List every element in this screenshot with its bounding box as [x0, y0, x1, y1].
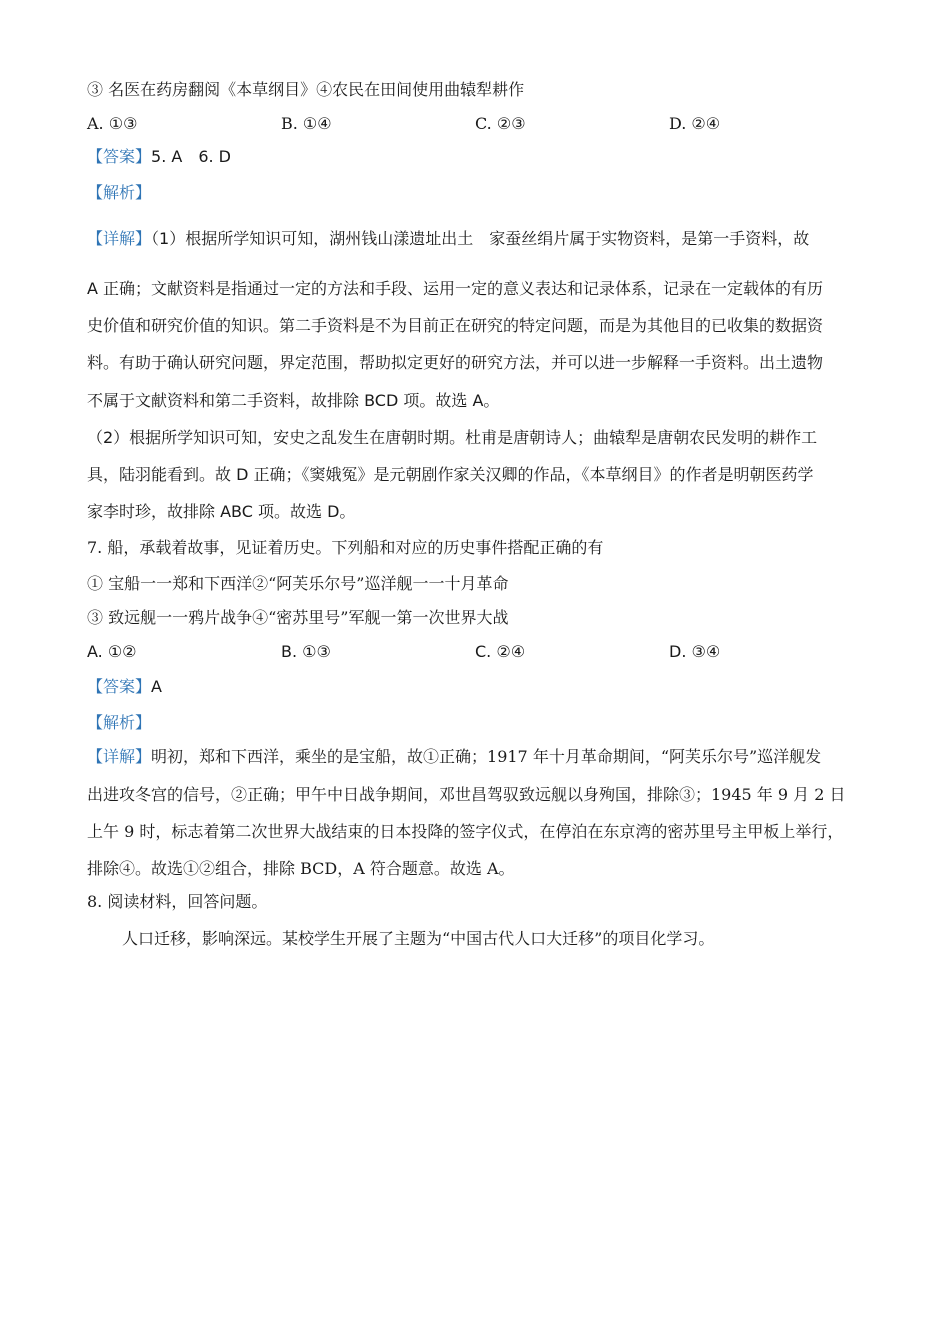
answer-tag: 【答案】: [87, 677, 152, 696]
detail-7-line-2: 出进攻冬宫的信号，②正确；甲午中日战争期间，邓世昌驾驭致远舰以身殉国，排除③；1945 年 9 月 2 日: [87, 785, 846, 804]
detail-7-line-1: [87, 746, 821, 768]
q6-option-b: B. ①④: [281, 114, 332, 133]
q7-items-line-2: ③ 致远舰一一鸦片战争④“密苏里号”军舰一第一次世界大战: [87, 608, 509, 627]
q7-option-a: A. ①②: [87, 642, 137, 661]
analysis-tag: 【解析】: [87, 183, 152, 202]
q7-option-d: D. ③④: [669, 642, 721, 661]
q7-option-c: C. ②④: [475, 642, 526, 661]
q7-items-line-1: ① 宝船一一郑和下西洋②“阿芙乐尔号”巡洋舰一一十月革命: [87, 574, 509, 593]
q6-option-a: A. ①③: [87, 114, 138, 133]
q6-option-d: D. ②④: [669, 114, 721, 133]
analysis-tag: 【解析】: [87, 713, 152, 732]
detail-text: （1）根据所学知识可知，湖州钱山漾遗址出土 家蚕丝绢片属于实物资料，是第一手资料，故: [151, 229, 810, 248]
detail-5-6-line-3: 史价值和研究价值的知识。第二手资料是不为目前正在研究的特定问题，而是为其他目的已收集的数据资: [87, 316, 824, 335]
q7-stem: 7. 船，承载着故事，见证着历史。下列船和对应的历史事件搭配正确的有: [87, 538, 604, 557]
q7-option-b: B. ①③: [281, 642, 331, 661]
q8-stem: 8. 阅读材料，回答问题。: [87, 892, 268, 911]
answer-5-6: [87, 146, 231, 168]
detail-5-6-line-8: 家李时珍，故排除 ABC 项。故选 D。: [87, 502, 356, 521]
detail-5-6-line-4: 料。有助于确认研究问题，界定范围，帮助拟定更好的研究方法，并可以进一步解释一手资料。出土遗物: [87, 353, 824, 372]
answer-tag: 【答案】: [87, 147, 152, 166]
answer-text: 5. A 6. D: [151, 147, 231, 166]
q6-option-c: C. ②③: [475, 114, 526, 133]
detail-7-line-3: 上午 9 时，标志着第二次世界大战结束的日本投降的签字仪式，在停泊在东京湾的密苏里号主甲板上举行，: [87, 822, 844, 841]
answer-text: A: [151, 677, 162, 696]
q8-material: 人口迁移，影响深远。某校学生开展了主题为“中国古代人口大迁移”的项目化学习。: [122, 929, 715, 948]
detail-5-6-line-1: [87, 228, 809, 250]
detail-5-6-line-7: 具，陆羽能看到。故 D 正确；《窦娥冤》是元朝剧作家关汉卿的作品，《本草纲目》的作者是明朝医药学: [87, 465, 814, 484]
answer-7: [87, 676, 162, 698]
detail-tag: 【详解】: [87, 229, 152, 248]
detail-text: 明初，郑和下西洋，乘坐的是宝船，故①正确；1917 年十月革命期间，“阿芙乐尔号”巡洋舰发: [151, 747, 822, 766]
detail-5-6-line-5: 不属于文献资料和第二手资料，故排除 BCD 项。故选 A。: [87, 391, 500, 410]
detail-5-6-line-6: （2）根据所学知识可知，安史之乱发生在唐朝时期。杜甫是唐朝诗人；曲辕犁是唐朝农民发明的耕作工: [87, 428, 818, 447]
detail-5-6-line-2: A 正确；文献资料是指通过一定的方法和手段、运用一定的意义表达和记录体系，记录在一定载体的有历: [87, 279, 824, 298]
detail-tag: 【详解】: [87, 747, 152, 766]
q6-items-line: ③ 名医在药房翻阅《本草纲目》④农民在田间使用曲辕犁耕作: [87, 80, 525, 99]
detail-7-line-4: 排除④。故选①②组合，排除 BCD，A 符合题意。故选 A。: [87, 859, 515, 878]
